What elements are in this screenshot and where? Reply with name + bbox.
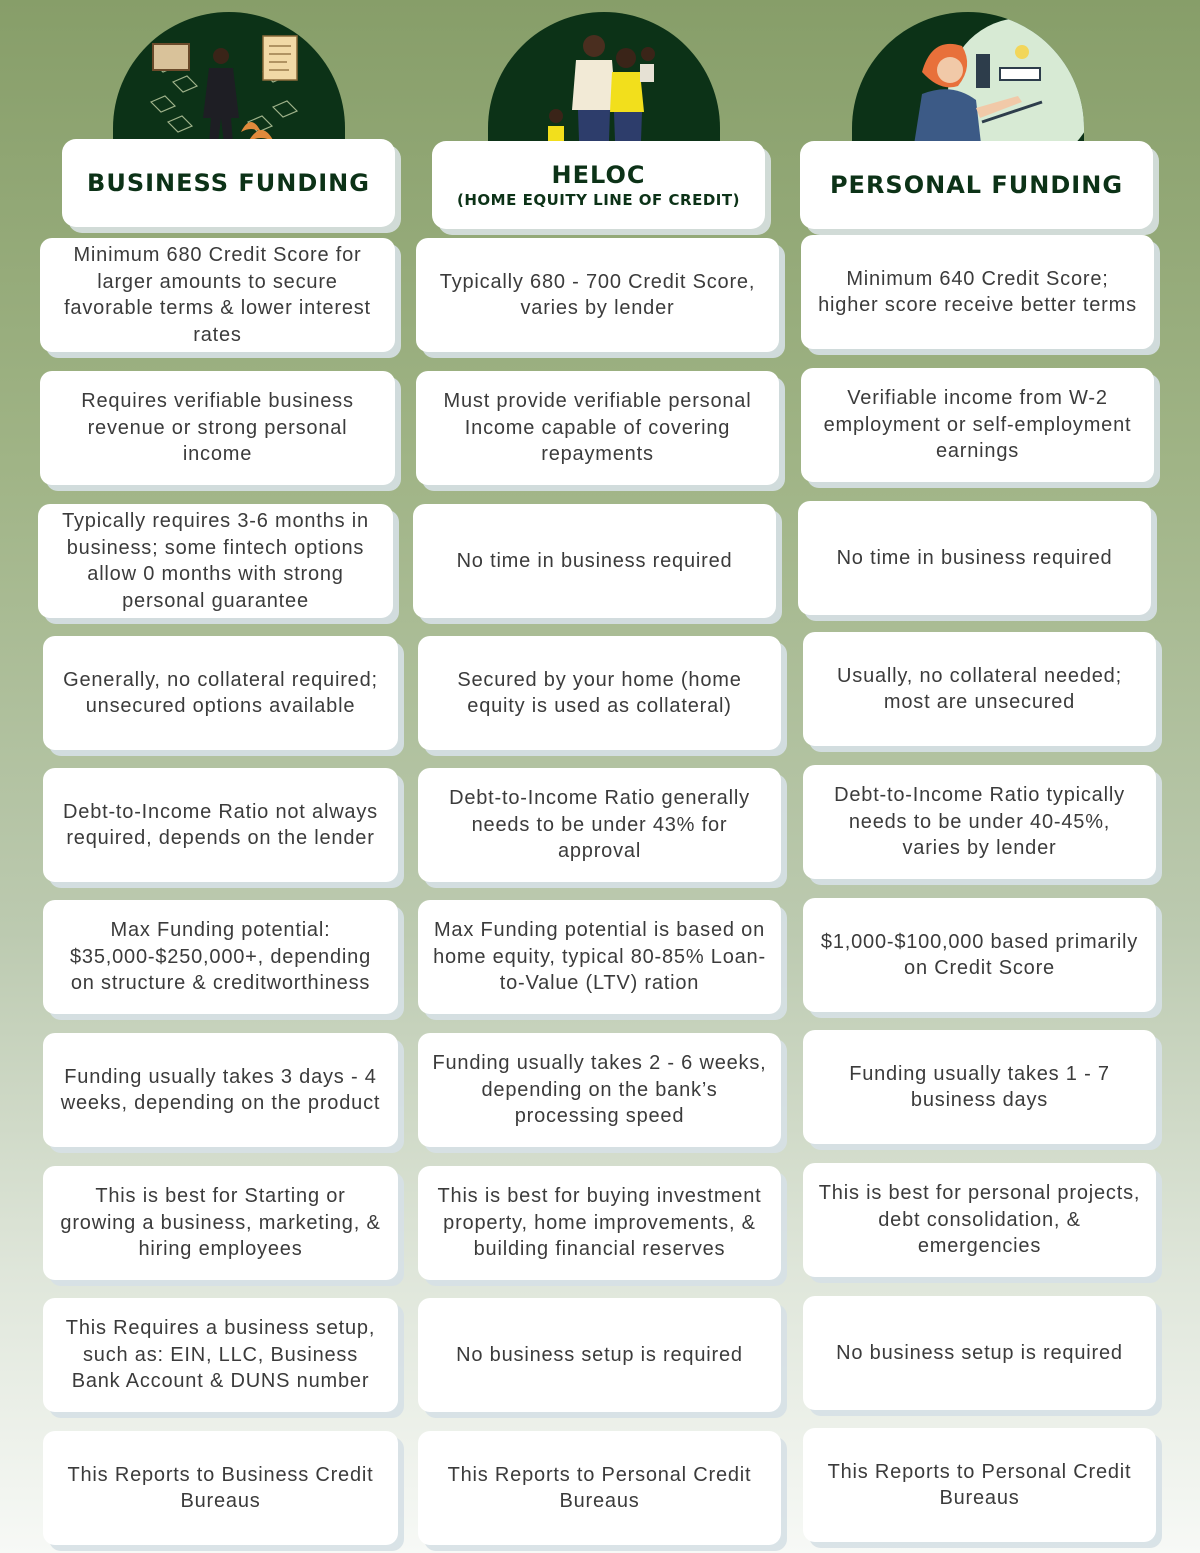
business-funding-time: Funding usually takes 3 days - 4 weeks, depending on the product	[43, 1033, 398, 1147]
heloc-funding-time: Funding usually takes 2 - 6 weeks, depending on the bank’s processing speed	[418, 1033, 781, 1147]
header-subtitle: (HOME EQUITY LINE OF CREDIT)	[457, 191, 740, 209]
business-credit-reporting: This Reports to Business Credit Bureaus	[43, 1431, 398, 1545]
header-business-funding	[62, 139, 395, 227]
heloc-setup: No business setup is required	[418, 1298, 781, 1412]
heloc-best-for: This is best for buying investment property, home improvements, & building financial reserves	[418, 1166, 781, 1280]
business-income: Requires verifiable business revenue or strong personal income	[40, 371, 395, 485]
header-title: HELOC	[551, 161, 646, 189]
personal-max-funding: $1,000-$100,000 based primarily on Credit Score	[803, 898, 1156, 1012]
header-title: PERSONAL FUNDING	[829, 171, 1124, 199]
heloc-max-funding: Max Funding potential is based on home equity, typical 80-85% Loan-to-Value (LTV) ration	[418, 900, 781, 1014]
business-best-for: This is best for Starting or growing a business, marketing, & hiring employees	[43, 1166, 398, 1280]
heloc-dti: Debt-to-Income Ratio generally needs to be under 43% for approval	[418, 768, 781, 882]
header-personal-funding	[800, 141, 1153, 229]
heloc-time-in-business: No time in business required	[413, 504, 776, 618]
heloc-credit-reporting: This Reports to Personal Credit Bureaus	[418, 1431, 781, 1545]
business-credit-score: Minimum 680 Credit Score for larger amounts to secure favorable terms & lower interest rates	[40, 238, 395, 352]
personal-credit-reporting: This Reports to Personal Credit Bureaus	[803, 1428, 1156, 1542]
personal-funding-time: Funding usually takes 1 - 7 business days	[803, 1030, 1156, 1144]
business-collateral: Generally, no collateral required; unsecured options available	[43, 636, 398, 750]
heloc-collateral: Secured by your home (home equity is used as collateral)	[418, 636, 781, 750]
personal-dti: Debt-to-Income Ratio typically needs to be under 40-45%, varies by lender	[803, 765, 1156, 879]
personal-income: Verifiable income from W-2 employment or self-employment earnings	[801, 368, 1154, 482]
business-setup: This Requires a business setup, such as: EIN, LLC, Business Bank Account & DUNS number	[43, 1298, 398, 1412]
business-max-funding: Max Funding potential: $35,000-$250,000+, depending on structure & creditworthiness	[43, 900, 398, 1014]
header-heloc	[432, 141, 765, 229]
personal-credit-score: Minimum 640 Credit Score; higher score receive better terms	[801, 235, 1154, 349]
personal-collateral: Usually, no collateral needed; most are unsecured	[803, 632, 1156, 746]
heloc-income: Must provide verifiable personal Income capable of covering repayments	[416, 371, 779, 485]
personal-best-for: This is best for personal projects, debt consolidation, & emergencies	[803, 1163, 1156, 1277]
header-title: BUSINESS FUNDING	[87, 169, 370, 197]
personal-time-in-business: No time in business required	[798, 501, 1151, 615]
business-time-in-business: Typically requires 3-6 months in business; some fintech options allow 0 months with strong personal guarantee	[38, 504, 393, 618]
personal-setup: No business setup is required	[803, 1296, 1156, 1410]
heloc-credit-score: Typically 680 - 700 Credit Score, varies by lender	[416, 238, 779, 352]
business-dti: Debt-to-Income Ratio not always required, depends on the lender	[43, 768, 398, 882]
